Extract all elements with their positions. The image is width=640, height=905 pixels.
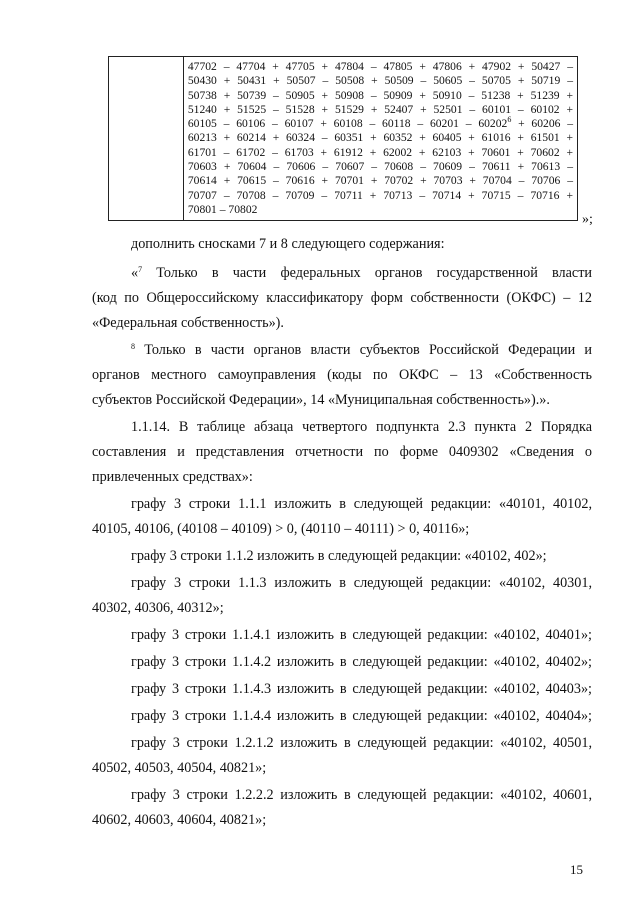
code-line: 47702 – 47704 + 47705 + 47804 – 47805 + 47806 + 47902 + 50427 –: [187, 60, 573, 73]
footnote-8-line: [131, 341, 592, 359]
instruction-row-1-1-4-1: графу 3 строки 1.1.4.1 изложить в следующей редакции: «40102, 40401»;: [131, 627, 592, 643]
section-1-1-14-line: составления и представления отчетности по форме 0409302 «Сведения о: [92, 444, 592, 460]
footnote-8-line: органов местного самоуправления (коды по ОКФС – 13 «Собственность: [92, 367, 592, 383]
table-cell-codes: [183, 57, 577, 221]
code-line: 70707 – 70708 – 70709 – 70711 + 70713 – 70714 + 70715 – 70716 +: [187, 188, 573, 202]
code-line: 51240 + 51525 – 51528 + 51529 + 52407 + 52501 – 60101 – 60102 +: [187, 102, 573, 116]
section-1-1-14-line: 1.1.14. В таблице абзаца четвертого подпункта 2.3 пункта 2 Порядка: [131, 419, 592, 435]
instruction-row-1-2-1-2-cont: 40502, 40503, 40504, 40821»;: [92, 760, 267, 776]
code-line: 70614 + 70615 – 70616 + 70701 + 70702 + 70703 + 70704 – 70706 –: [187, 174, 573, 188]
quote-open: «: [131, 265, 139, 281]
instruction-row-1-1-4-4: графу 3 строки 1.1.4.4 изложить в следующей редакции: «40102, 40404»;: [131, 708, 592, 724]
table-end-mark: »;: [582, 212, 593, 227]
footnote-8-line: субъектов Российской Федерации», 14 «Муниципальная собственность»).».: [92, 392, 550, 408]
instruction-row-1-1-4-3: графу 3 строки 1.1.4.3 изложить в следующей редакции: «40102, 40403»;: [131, 681, 592, 697]
footnote-8-mark: 8: [131, 342, 135, 351]
code-line: 50738 + 50739 – 50905 + 50908 – 50909 + 50910 – 51238 + 51239 +: [187, 88, 573, 102]
code-line-tail: + 60206 –: [511, 117, 574, 131]
instruction-row-1-1-2: графу 3 строки 1.1.2 изложить в следующей редакции: «40102, 402»;: [131, 548, 547, 564]
instruction-row-1-2-1-2: графу 3 строки 1.2.1.2 изложить в следующей редакции: «40102, 40501,: [131, 735, 592, 751]
code-line: 70801 – 70802: [187, 202, 258, 216]
instruction-row-1-1-3-cont: 40302, 40306, 40312»;: [92, 600, 224, 616]
footnote-7-text: Только в части федеральных органов государственной власти: [142, 265, 592, 281]
instruction-row-1-1-1-cont: 40105, 40106, (40108 – 40109) > 0, (40110 – 40111) > 0, 40116»;: [92, 521, 470, 537]
footnote-7-line: «Федеральная собственность»).: [92, 315, 284, 331]
instruction-row-1-1-4-2: графу 3 строки 1.1.4.2 изложить в следующей редакции: «40102, 40402»;: [131, 654, 592, 670]
table-cell-empty: [109, 57, 184, 221]
page-number: 15: [570, 862, 583, 877]
instruction-row-1-2-2-2-cont: 40602, 40603, 40604, 40821»;: [92, 812, 267, 828]
code-line: 60213 + 60214 + 60324 – 60351 + 60352 + 60405 + 61016 + 61501 +: [187, 131, 573, 145]
code-line-with-footnote: [188, 117, 573, 131]
codes-table: [108, 56, 578, 221]
section-1-1-14-line: привлеченных средствах»:: [92, 469, 253, 485]
instruction-row-1-2-2-2: графу 3 строки 1.2.2.2 изложить в следующей редакции: «40102, 40601,: [131, 787, 592, 803]
code-line: 50430 + 50431 + 50507 – 50508 + 50509 – 50605 – 50705 + 50719 –: [187, 74, 573, 88]
footnote-7-mark: 7: [138, 265, 143, 274]
instruction-row-1-1-3: графу 3 строки 1.1.3 изложить в следующей редакции: «40102, 40301,: [131, 575, 592, 591]
code-line-head: 60105 – 60106 – 60107 + 60108 – 60118 – 60201 – 60202: [187, 117, 508, 131]
footnote-7-line: (код по Общероссийскому классификатору форм собственности (ОКФС) – 12: [92, 290, 592, 306]
code-line: 61701 – 61702 – 61703 + 61912 + 62002 + 62103 + 70601 + 70602 +: [187, 145, 573, 159]
table-row: [109, 57, 578, 221]
footnote-ref: 6: [507, 115, 512, 125]
paragraph-add-footnotes: дополнить сносками 7 и 8 следующего содержания:: [131, 236, 445, 252]
code-line: 70603 + 70604 – 70606 – 70607 – 70608 – 70609 – 70611 + 70613 –: [187, 160, 573, 174]
instruction-row-1-1-1: графу 3 строки 1.1.1 изложить в следующей редакции: «40101, 40102,: [131, 496, 592, 512]
footnote-7-line: [131, 264, 592, 282]
footnote-8-text: Только в части органов власти субъектов Российской Федерации и: [135, 342, 592, 358]
